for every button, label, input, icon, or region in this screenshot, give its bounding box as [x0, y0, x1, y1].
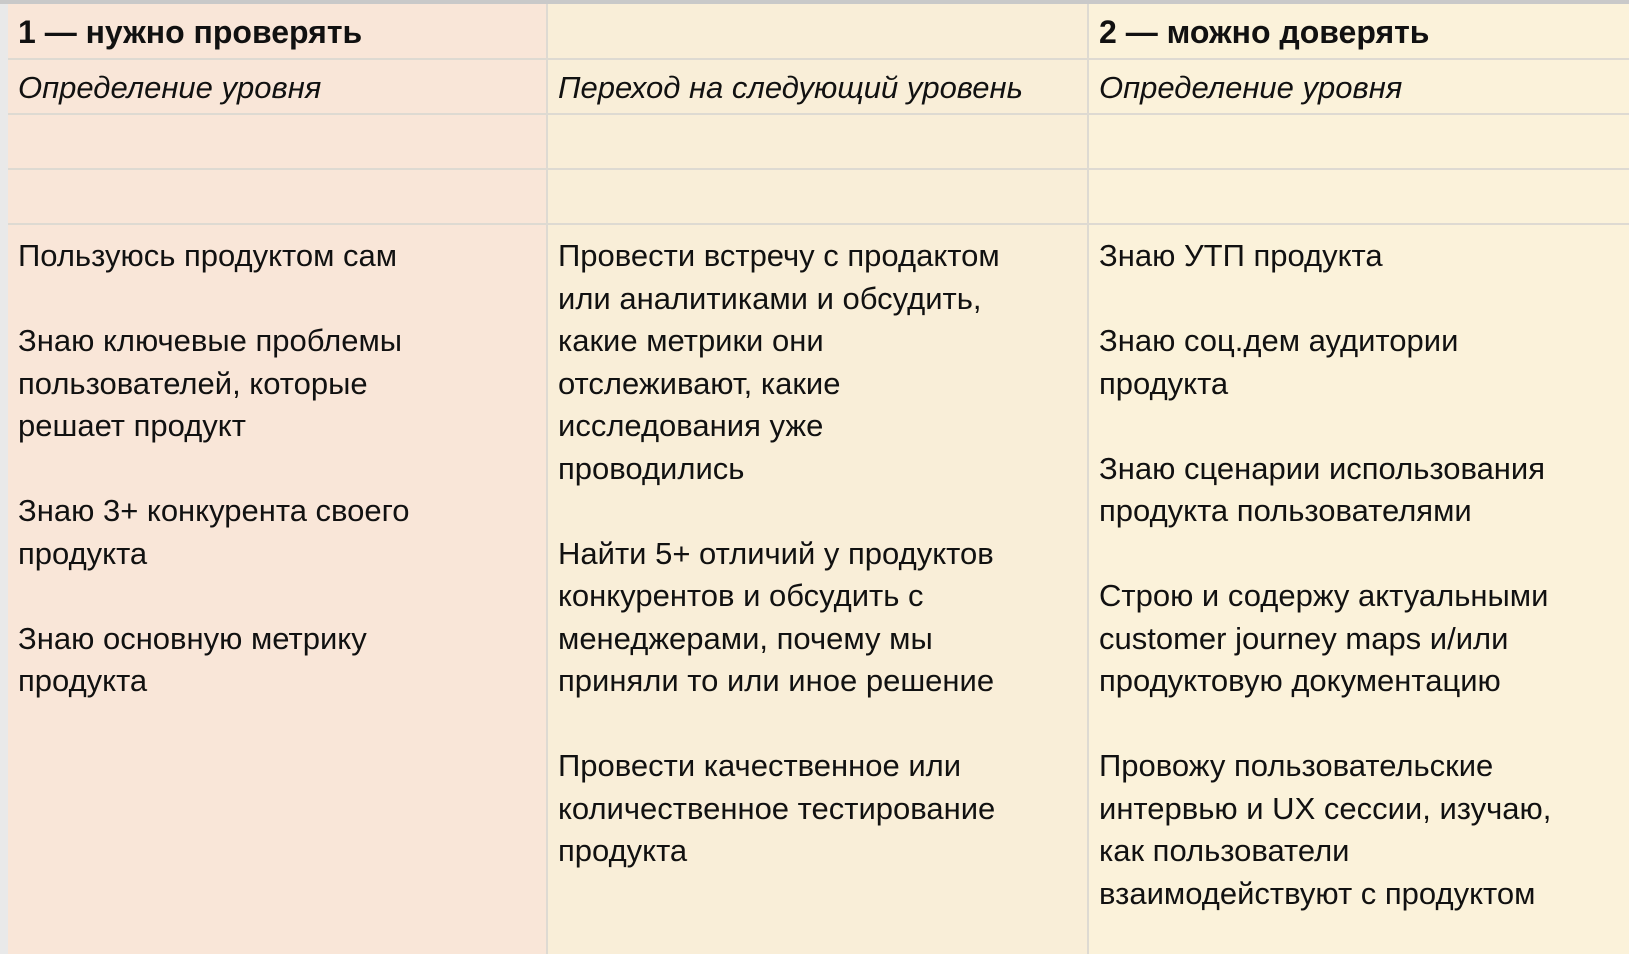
list-item: Провести встречу с продактом или аналитиками и обсудить, какие метрики они отслеживают, какие исследования уже проводились	[558, 238, 1000, 486]
cell-empty[interactable]	[8, 170, 548, 225]
cell-body-level-1[interactable]	[8, 225, 548, 954]
list-item: Найти 5+ отличий у продуктов конкурентов и обсудить с менеджерами, почему мы приняли то или иное решение	[558, 535, 995, 698]
list-item: Знаю сценарии использования продукта пользователями	[1099, 450, 1546, 528]
list-item: Знаю УТП продукта	[1099, 238, 1383, 273]
cell-empty[interactable]	[548, 170, 1089, 225]
cell-subheader-level-1[interactable]: Определение уровня	[8, 60, 548, 115]
cell-subheader-transition[interactable]: Переход на следующий уровень	[548, 60, 1089, 115]
level-table	[8, 4, 1629, 954]
list-item: Знаю 3+ конкурента своего продукта	[18, 493, 410, 571]
cell-body-level-2[interactable]	[1089, 225, 1629, 954]
list-item: Провести качественное или количественное тестирование продукта	[558, 748, 996, 868]
cell-header-level-2[interactable]: 2 — можно доверять	[1089, 4, 1629, 60]
cell-empty[interactable]	[1089, 170, 1629, 225]
cell-empty[interactable]	[8, 115, 548, 170]
list-item: Строю и содержу актуальными customer journey maps и/или продуктовую документацию	[1099, 578, 1549, 698]
cell-body-transition[interactable]	[548, 225, 1089, 954]
cell-empty[interactable]	[1089, 115, 1629, 170]
cell-subheader-level-2[interactable]: Определение уровня	[1089, 60, 1629, 115]
list-item: Знаю ключевые проблемы пользователей, которые решает продукт	[18, 323, 403, 443]
list-item: Знаю соц.дем аудитории продукта	[1099, 323, 1459, 401]
list-item: Пользуюсь продуктом сам	[18, 238, 398, 273]
cell-empty[interactable]	[548, 115, 1089, 170]
cell-header-level-1[interactable]: 1 — нужно проверять	[8, 4, 548, 60]
list-item: Провожу пользовательские интервью и UX сессии, изучаю, как пользователи взаимодействуют с продуктом	[1099, 748, 1552, 911]
list-item: Знаю основную метрику продукта	[18, 620, 367, 698]
cell-header-transition[interactable]	[548, 4, 1089, 60]
